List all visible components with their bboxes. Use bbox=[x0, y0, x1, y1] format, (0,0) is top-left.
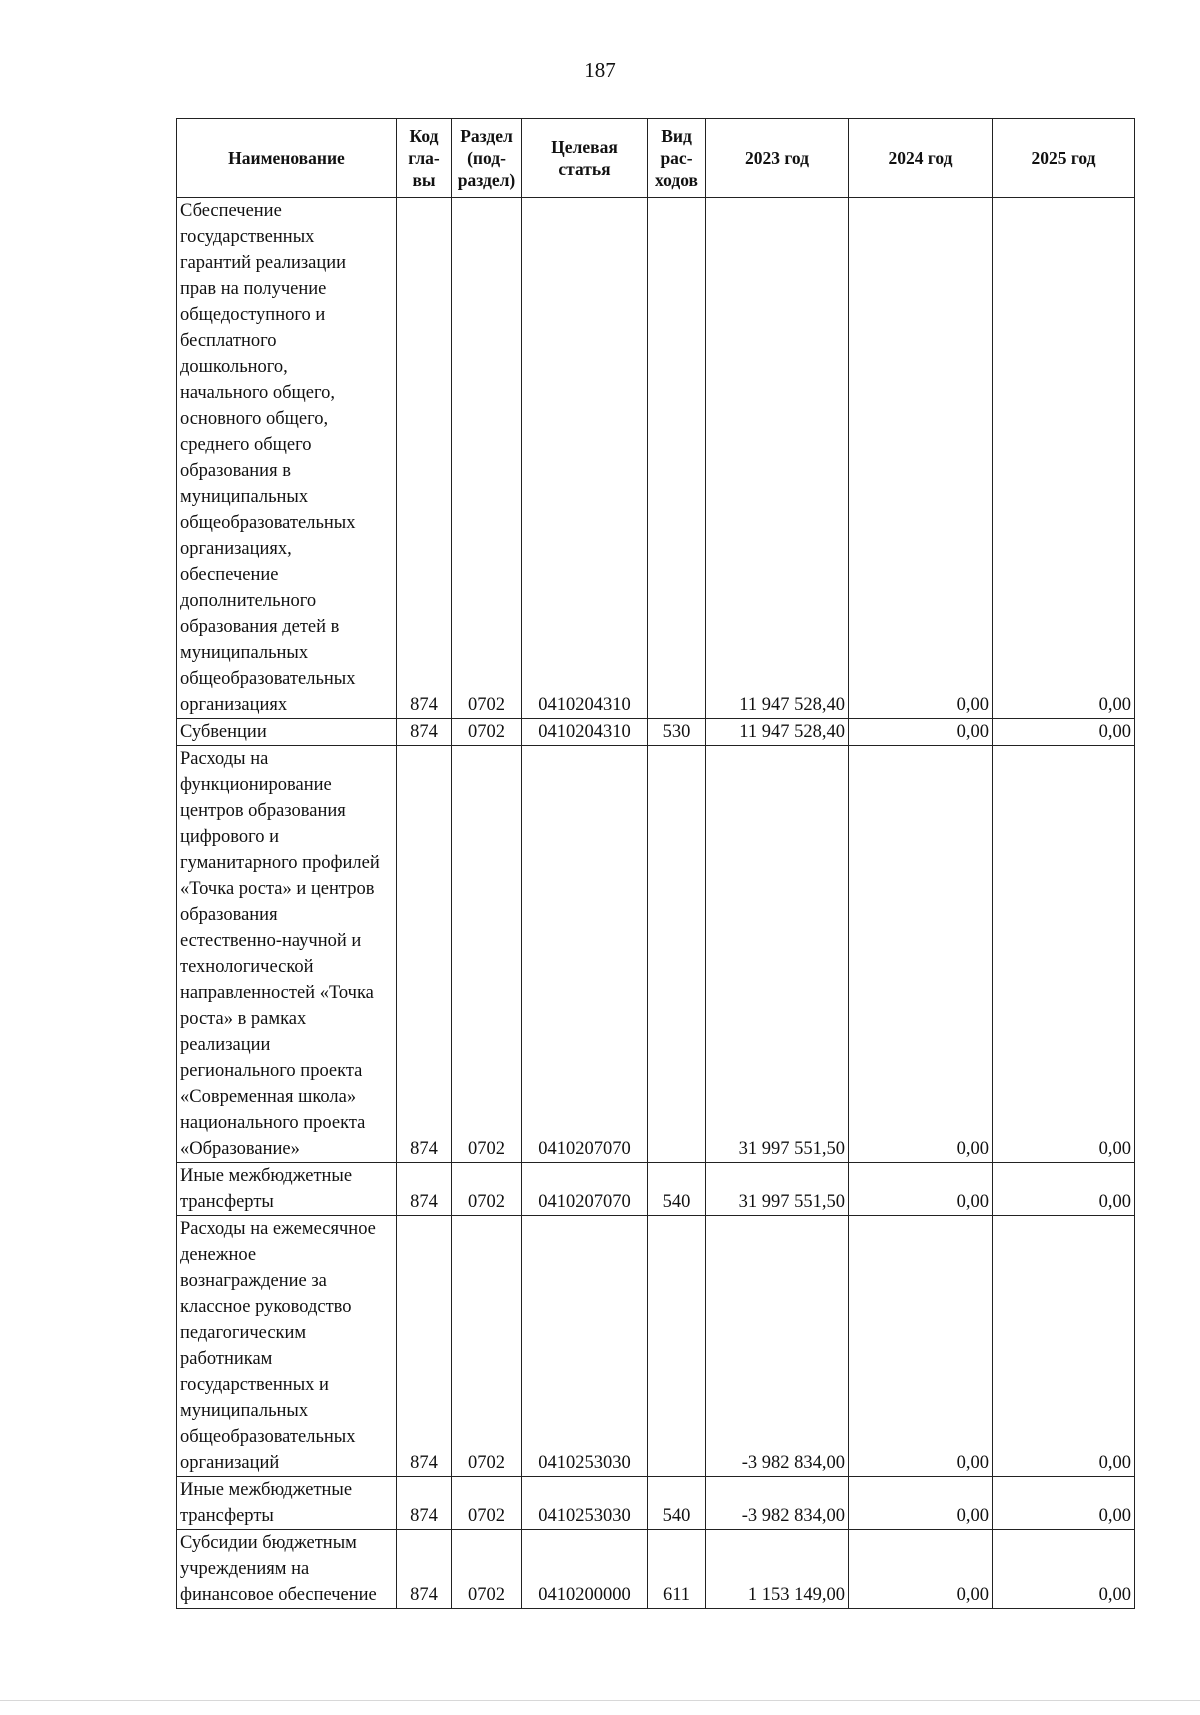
cell-year-2023: 11 947 528,40 bbox=[706, 719, 849, 746]
cell-year-2023: -3 982 834,00 bbox=[706, 1216, 849, 1477]
table-body bbox=[177, 198, 1135, 1609]
cell-year-2024: 0,00 bbox=[849, 1477, 993, 1530]
cell-year-2025: 0,00 bbox=[993, 1216, 1135, 1477]
cell-year-2023: 11 947 528,40 bbox=[706, 198, 849, 719]
cell-target-article: 0410207070 bbox=[522, 1163, 648, 1216]
cell-target-article: 0410207070 bbox=[522, 746, 648, 1163]
cell-section: 0702 bbox=[452, 1530, 522, 1609]
table-header-row bbox=[177, 119, 1135, 198]
cell-year-2023: 1 153 149,00 bbox=[706, 1530, 849, 1609]
cell-expense-kind: 540 bbox=[648, 1477, 706, 1530]
page-number: 187 bbox=[584, 58, 616, 82]
cell-year-2025: 0,00 bbox=[993, 719, 1135, 746]
scan-edge-line bbox=[0, 1700, 1200, 1701]
cell-chapter-code: 874 bbox=[397, 719, 452, 746]
cell-year-2024: 0,00 bbox=[849, 1216, 993, 1477]
table-row bbox=[177, 719, 1135, 746]
cell-section: 0702 bbox=[452, 719, 522, 746]
cell-name: Субвенции bbox=[177, 719, 397, 746]
cell-name: Субсидии бюджетным учреждениям на финансовое обеспечение bbox=[177, 1530, 397, 1609]
header-chapter-code: Код гла- вы bbox=[397, 119, 452, 198]
cell-target-article: 0410253030 bbox=[522, 1216, 648, 1477]
header-section: Раздел (под- раздел) bbox=[452, 119, 522, 198]
cell-name: Иные межбюджетные трансферты bbox=[177, 1477, 397, 1530]
budget-table bbox=[176, 118, 1135, 1609]
table-row bbox=[177, 1530, 1135, 1609]
cell-name: Расходы на ежемесячное денежное вознаграждение за классное руководство педагогическим работникам государственных и муниципальных общеобразовательных организаций bbox=[177, 1216, 397, 1477]
cell-expense-kind bbox=[648, 198, 706, 719]
table-row bbox=[177, 198, 1135, 719]
cell-section: 0702 bbox=[452, 746, 522, 1163]
cell-expense-kind bbox=[648, 746, 706, 1163]
cell-name: Расходы на функционирование центров образования цифрового и гуманитарного профилей «Точка роста» и центров образования естественно-научной и технологической направленностей «Точка роста» в рамках реализации регионального проекта «Современная школа» национального проекта «Образование» bbox=[177, 746, 397, 1163]
table-row bbox=[177, 1216, 1135, 1477]
cell-chapter-code: 874 bbox=[397, 1477, 452, 1530]
cell-year-2023: 31 997 551,50 bbox=[706, 746, 849, 1163]
cell-year-2024: 0,00 bbox=[849, 719, 993, 746]
cell-section: 0702 bbox=[452, 198, 522, 719]
cell-section: 0702 bbox=[452, 1163, 522, 1216]
cell-expense-kind bbox=[648, 1216, 706, 1477]
cell-year-2025: 0,00 bbox=[993, 1530, 1135, 1609]
cell-expense-kind: 540 bbox=[648, 1163, 706, 1216]
cell-year-2025: 0,00 bbox=[993, 1163, 1135, 1216]
cell-year-2025: 0,00 bbox=[993, 198, 1135, 719]
cell-year-2023: -3 982 834,00 bbox=[706, 1477, 849, 1530]
cell-target-article: 0410200000 bbox=[522, 1530, 648, 1609]
cell-chapter-code: 874 bbox=[397, 746, 452, 1163]
cell-target-article: 0410253030 bbox=[522, 1477, 648, 1530]
cell-target-article: 0410204310 bbox=[522, 198, 648, 719]
cell-name: Иные межбюджетные трансферты bbox=[177, 1163, 397, 1216]
cell-chapter-code: 874 bbox=[397, 1163, 452, 1216]
cell-expense-kind: 530 bbox=[648, 719, 706, 746]
cell-year-2025: 0,00 bbox=[993, 746, 1135, 1163]
cell-chapter-code: 874 bbox=[397, 198, 452, 719]
header-year-2025: 2025 год bbox=[993, 119, 1135, 198]
cell-year-2024: 0,00 bbox=[849, 746, 993, 1163]
cell-year-2023: 31 997 551,50 bbox=[706, 1163, 849, 1216]
cell-year-2024: 0,00 bbox=[849, 1530, 993, 1609]
table-row bbox=[177, 1163, 1135, 1216]
cell-chapter-code: 874 bbox=[397, 1530, 452, 1609]
table-row bbox=[177, 1477, 1135, 1530]
cell-name: Сбеспечение государственных гарантий реализации прав на получение общедоступного и бесплатного дошкольного, начального общего, основного общего, среднего общего образования в муниципальных общеобразовательных организациях, обеспечение дополнительного образования детей в муниципальных общеобразовательных организациях bbox=[177, 198, 397, 719]
header-name: Наименование bbox=[177, 119, 397, 198]
cell-chapter-code: 874 bbox=[397, 1216, 452, 1477]
cell-year-2025: 0,00 bbox=[993, 1477, 1135, 1530]
cell-year-2024: 0,00 bbox=[849, 198, 993, 719]
cell-year-2024: 0,00 bbox=[849, 1163, 993, 1216]
header-expense-kind: Вид рас- ходов bbox=[648, 119, 706, 198]
header-year-2024: 2024 год bbox=[849, 119, 993, 198]
cell-expense-kind: 611 bbox=[648, 1530, 706, 1609]
table-row bbox=[177, 746, 1135, 1163]
cell-target-article: 0410204310 bbox=[522, 719, 648, 746]
header-year-2023: 2023 год bbox=[706, 119, 849, 198]
cell-section: 0702 bbox=[452, 1216, 522, 1477]
header-target-article: Целевая статья bbox=[522, 119, 648, 198]
cell-section: 0702 bbox=[452, 1477, 522, 1530]
